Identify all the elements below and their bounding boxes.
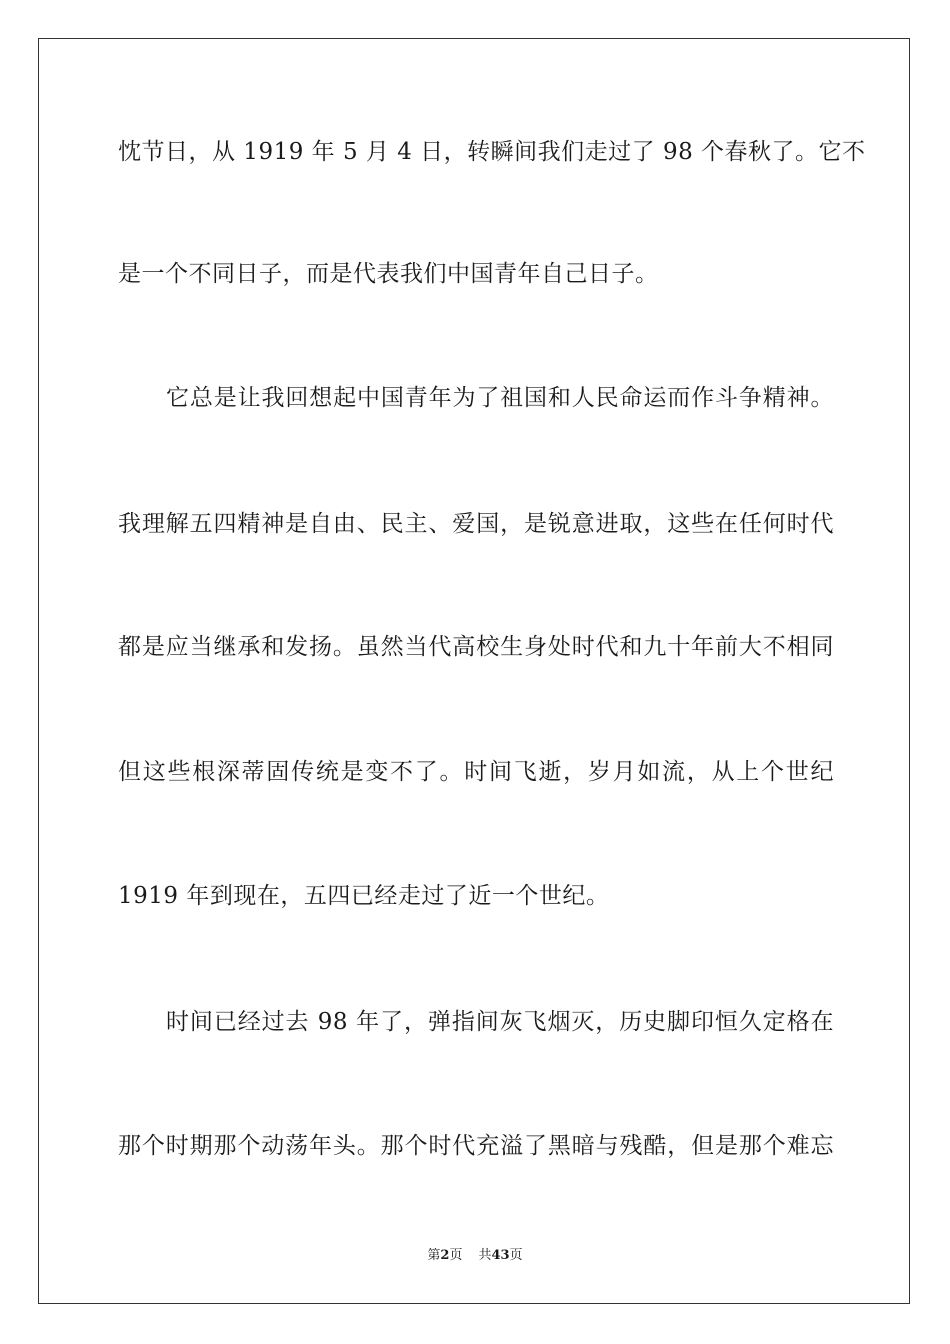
page-footer: [0, 1247, 950, 1265]
text-line-6: 但这些根深蒂固传统是变不了。时间飞逝，岁月如流，从上个世纪: [118, 759, 834, 785]
footer-total-prefix: 共: [478, 1248, 492, 1263]
footer-page-number: 2: [440, 1248, 450, 1263]
footer-page-suffix: 页: [449, 1248, 463, 1263]
text-line-9: 那个时期那个动荡年头。那个时代充溢了黑暗与残酷，但是那个难忘: [118, 1133, 834, 1159]
footer-total-pages: 43: [491, 1248, 510, 1263]
text-line-2: 是一个不同日子，而是代表我们中国青年自己日子。: [118, 261, 659, 287]
text-line-7: 1919 年到现在，五四已经走过了近一个世纪。: [118, 883, 610, 909]
text-line-8: 时间已经过去 98 年了，弹指间灰飞烟灭，历史脚印恒久定格在: [166, 1009, 834, 1035]
text-line-3: 它总是让我回想起中国青年为了祖国和人民命运而作斗争精神。: [166, 385, 834, 411]
footer-total-suffix: 页: [509, 1248, 523, 1263]
text-line-1: 忱节日，从 1919 年 5 月 4 日，转瞬间我们走过了 98 个春秋了。它不: [118, 139, 866, 165]
footer-page-prefix: 第: [427, 1248, 441, 1263]
text-line-5: 都是应当继承和发扬。虽然当代高校生身处时代和九十年前大不相同: [118, 634, 834, 660]
text-line-4: 我理解五四精神是自由、民主、爱国，是锐意进取，这些在任何时代: [118, 511, 834, 537]
page-border: [38, 38, 910, 1304]
